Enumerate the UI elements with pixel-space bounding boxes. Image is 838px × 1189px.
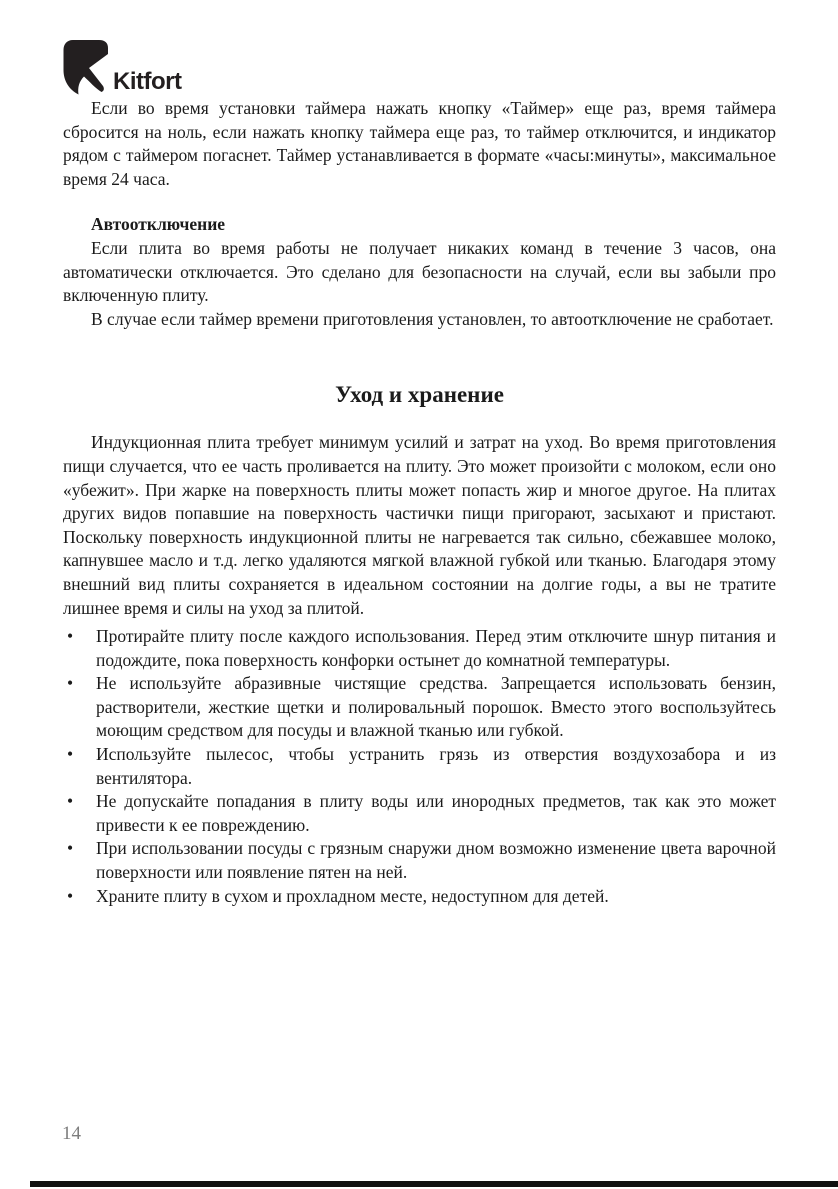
auto-off-paragraph-1: Если плита во время работы не получает никаких команд в течение 3 часов, она автоматически отключается. Это сделано для безопасности на случай, если вы забыли про включенную плиту.: [63, 237, 776, 306]
bullet-icon: •: [67, 744, 74, 765]
care-list-item: [63, 837, 776, 884]
kitfort-logo: [62, 39, 181, 95]
footer-bar: [30, 1181, 838, 1187]
care-list-item-text: Храните плиту в сухом и прохладном месте, недоступном для детей.: [96, 885, 609, 906]
bullet-icon: •: [67, 673, 74, 694]
care-list-item-text: Протирайте плиту после каждого использования. Перед этим отключите шнур питания и подождите, пока поверхность конфорки остынет до комнатной температуры.: [96, 626, 776, 670]
bullet-icon: •: [67, 838, 74, 859]
bullet-icon: •: [67, 885, 74, 906]
page-content: [63, 97, 776, 908]
care-list-item: [63, 625, 776, 672]
care-intro-paragraph: Индукционная плита требует минимум усилий и затрат на уход. Во время приготовления пищи случается, что ее часть проливается на плиту. Это может произойти с молоком, если оно «убежит». При жарке на поверхность плиты может попасть жир и многое другое. На плитах других видов попавшие на поверхность частички пищи пригорают, засыхают и пристают. Поскольку поверхность индукционной плиты не нагревается так сильно, сбежавшее молоко, капнувшее масло и т.д. легко удаляются мягкой влажной губкой или тканью. Благодаря этому внешний вид плиты сохраняется в идеальном состоянии на долгие годы, а вы не тратите лишнее время и силы на уход за плитой.: [63, 432, 776, 618]
care-list-item-text: Не допускайте попадания в плиту воды или инородных предметов, так как это может привести к ее повреждению.: [96, 791, 776, 835]
care-list-item-text: Не используйте абразивные чистящие средства. Запрещается использовать бензин, растворители, жесткие щетки и полировальный порошок. Вместо этого воспользуйтесь моющим средством для посуды и влажной тканью или губкой.: [96, 673, 776, 741]
bullet-icon: •: [67, 791, 74, 812]
care-list-item: [63, 743, 776, 790]
care-list-item: [63, 790, 776, 837]
timer-paragraph: Если во время установки таймера нажать кнопку «Таймер» еще раз, время таймера сбросится на ноль, если нажать кнопку таймера еще раз, то таймер отключится, и индикатор рядом с таймером погаснет. Таймер устанавливается в формате «часы:минуты», максимальное время 24 часа.: [63, 98, 776, 189]
kitfort-logo-icon: [62, 39, 109, 95]
care-section-heading: Уход и хранение: [335, 382, 504, 408]
auto-off-heading: Автоотключение: [91, 214, 226, 235]
care-bullet-list: [63, 625, 776, 908]
bullet-icon: •: [67, 626, 74, 647]
page-number: 14: [62, 1123, 81, 1144]
care-list-item: [63, 672, 776, 743]
care-list-item-text: При использовании посуды с грязным снаружи дном возможно изменение цвета варочной поверхности или появление пятен на ней.: [96, 838, 776, 883]
kitfort-logo-text: Kitfort: [113, 68, 182, 95]
care-list-item-text: Используйте пылесос, чтобы устранить грязь из отверстия воздухозабора и из вентилятора.: [96, 744, 776, 788]
auto-off-paragraph-2: В случае если таймер времени приготовления установлен, то автоотключение не сработает.: [91, 308, 774, 329]
care-list-item: [63, 885, 776, 909]
